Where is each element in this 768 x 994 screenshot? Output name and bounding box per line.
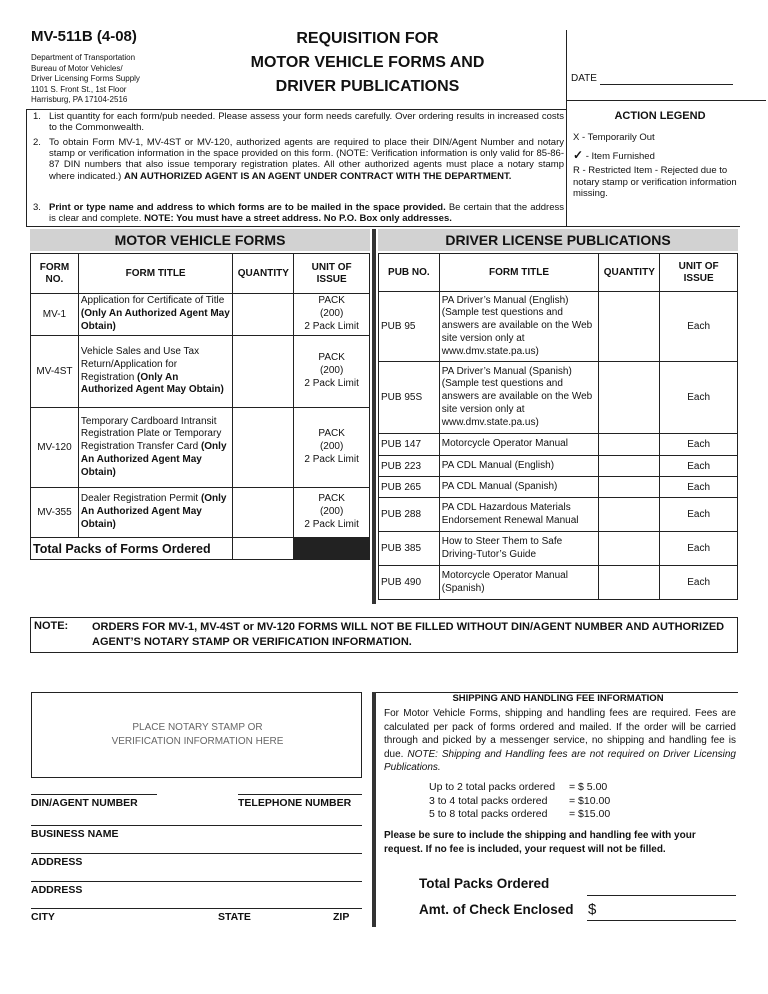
table-header-row [379, 254, 738, 292]
notary-stamp-area[interactable] [31, 692, 362, 778]
column-divider [372, 229, 376, 604]
dept-line: Driver Licensing Forms Supply [31, 74, 140, 83]
shipping-title: SHIPPING AND HANDLING FEE INFORMATION [452, 693, 664, 704]
pub-no: PUB 95S [379, 362, 440, 434]
unit-of-issue: Each [660, 292, 738, 362]
fee-label: 3 to 4 total packs ordered [429, 794, 548, 807]
page-title [230, 27, 505, 99]
total-packs-input[interactable] [233, 538, 294, 560]
pub-no: PUB 95 [379, 292, 440, 362]
quantity-cell-pub-265[interactable] [599, 477, 660, 498]
unit-line: 2 Pack Limit [304, 453, 359, 465]
fee-amount: = $15.00 [569, 808, 611, 820]
quantity-cell-mv-4st[interactable] [233, 336, 294, 408]
table-row [379, 434, 738, 456]
form-title-text: Temporary Cardboard Intransit Registration Plate or Temporary Registration Transfer Card [80, 415, 222, 453]
fee-schedule [429, 781, 610, 822]
table-row [31, 408, 370, 488]
shipping-note: NOTE: Shipping and Handling fees are not required on Driver Licensing Publications. [384, 748, 736, 773]
unit-line: PACK [318, 428, 345, 440]
fee-label: 5 to 8 total packs ordered [429, 808, 548, 820]
business-name-field[interactable] [31, 825, 362, 826]
note-label: NOTE: [34, 620, 69, 632]
pub-no: PUB 288 [379, 498, 440, 532]
dollar-sign: $ [588, 901, 597, 918]
restriction-text: (Only An Authorized Agent May Obtain) [80, 371, 224, 396]
form-title-text: Dealer Registration Permit [80, 493, 199, 505]
dl-publications-table [378, 253, 738, 600]
city-state-zip-field[interactable] [31, 908, 362, 909]
pub-title: Motorcycle Operator Manual [439, 434, 599, 456]
address-field-2[interactable] [31, 881, 362, 882]
quantity-cell-mv-355[interactable] [233, 488, 294, 538]
instruction-num: 1. [33, 111, 41, 122]
total-blackout [294, 538, 370, 560]
shipping-text [384, 707, 736, 775]
quantity-cell-pub-288[interactable] [599, 498, 660, 532]
legend-title: ACTION LEGEND [614, 110, 706, 122]
pub-title: PA CDL Manual (Spanish) [439, 477, 599, 498]
col-header-form-title: FORM TITLE [439, 254, 599, 292]
fee-label: Up to 2 total packs ordered [429, 781, 556, 793]
instruction-num: 3. [33, 202, 41, 213]
instruction-3-note: NOTE: You must have a street address. No P.O. Box only addresses. [144, 213, 452, 225]
shipping-divider [372, 692, 376, 927]
unit-of-issue: Each [660, 498, 738, 532]
unit-of-issue: Each [660, 532, 738, 566]
unit-line: PACK [318, 295, 345, 307]
state-label: STATE [218, 911, 251, 923]
legend-top-rule [566, 100, 766, 101]
din-agent-field[interactable] [31, 794, 157, 795]
header-divider [566, 30, 567, 227]
mv-section-title: MOTOR VEHICLE FORMS [30, 229, 370, 251]
dept-line: 1101 S. Front St., 1st Floor [31, 84, 127, 94]
unit-of-issue: Each [660, 456, 738, 477]
table-row [379, 498, 738, 532]
address-field-1[interactable] [31, 853, 362, 854]
unit-of-issue [294, 408, 370, 488]
quantity-cell-pub-223[interactable] [599, 456, 660, 477]
pub-title: How to Steer Them to Safe Driving-Tutor’s Guide [439, 532, 599, 566]
table-row [31, 294, 370, 336]
unit-of-issue [294, 488, 370, 538]
restriction-text: (Only An Authorized Agent May Obtain) [80, 308, 230, 332]
form-no: MV-355 [31, 488, 79, 538]
address-label-2: ADDRESS [31, 884, 83, 896]
check-amount-label: Amt. of Check Enclosed [419, 902, 574, 917]
instruction-2 [49, 137, 564, 182]
pub-title: PA Driver’s Manual (Spanish) (Sample test questions and answers are available on the Web site version only at www.dmv.state.pa.us) [439, 362, 599, 434]
dept-line: Department of Transportation [31, 53, 136, 62]
quantity-cell-mv-1[interactable] [233, 294, 294, 336]
note-text: ORDERS FOR MV-1, MV-4ST or MV-120 FORMS WILL NOT BE FILLED WITHOUT DIN/AGENT NUMBER AND AUTHORIZED AGENT’S NOTARY STAMP OR VERIFICATION INFORMATION. [92, 621, 725, 648]
pub-no: PUB 223 [379, 456, 440, 477]
instruction-3-bold: Print or type name and address to which forms are to be mailed in the space provided. [49, 202, 446, 213]
form-no: MV-1 [31, 294, 79, 336]
form-title-text: Vehicle Sales and Use Tax Return/Application for Registration [80, 345, 200, 383]
din-agent-label: DIN/AGENT NUMBER [31, 797, 138, 809]
quantity-cell-pub-147[interactable] [599, 434, 660, 456]
department-address [31, 53, 140, 106]
unit-line: (200) [319, 365, 344, 377]
pub-title: PA Driver’s Manual (English) (Sample test questions and answers are available on the Web site version only at www.dmv.state.pa.us) [439, 292, 599, 362]
notary-line: PLACE NOTARY STAMP OR [132, 722, 263, 733]
col-header-pub-no: PUB NO. [379, 254, 440, 292]
legend-check [573, 148, 655, 162]
unit-of-issue: Each [660, 477, 738, 498]
legend-r: R - Restricted Item - Rejected due to notary stamp or verification information missing. [573, 165, 737, 199]
unit-line: (200) [319, 506, 344, 518]
table-header-row [31, 254, 370, 294]
unit-of-issue: Each [660, 434, 738, 456]
mv-forms-table [30, 253, 370, 560]
col-header-form-title: FORM TITLE [78, 254, 232, 294]
fee-row [429, 795, 610, 809]
pub-no: PUB 147 [379, 434, 440, 456]
quantity-cell-mv-120[interactable] [233, 408, 294, 488]
unit-of-issue: Each [660, 566, 738, 600]
table-row [379, 362, 738, 434]
col-header-unit: UNIT OF ISSUE [660, 254, 738, 292]
unit-line: PACK [318, 352, 345, 364]
form-title [78, 294, 232, 336]
form-no: MV-120 [31, 408, 79, 488]
check-amount-field[interactable] [587, 920, 736, 921]
unit-line: (200) [319, 308, 344, 320]
fee-amount: = $10.00 [569, 794, 611, 807]
notary-instructions [32, 721, 363, 749]
pub-no: PUB 490 [379, 566, 440, 600]
restriction-text: (Only An Authorized Agent May Obtain) [80, 493, 227, 530]
instruction-2-bold: AN AUTHORIZED AGENT IS AN AGENT UNDER CONTRACT WITH THE DEPARTMENT. [124, 170, 512, 182]
total-packs-ordered-label: Total Packs Ordered [419, 876, 550, 891]
table-row [379, 292, 738, 362]
notary-line: VERIFICATION INFORMATION HERE [111, 736, 284, 747]
unit-line: PACK [318, 493, 345, 505]
quantity-cell-pub-385[interactable] [599, 532, 660, 566]
fee-row [429, 781, 610, 795]
quantity-cell-pub-490[interactable] [599, 566, 660, 600]
col-header-unit: UNIT OF ISSUE [294, 254, 370, 294]
quantity-cell-pub-95[interactable] [599, 292, 660, 362]
unit-of-issue [294, 336, 370, 408]
unit-of-issue: Each [660, 362, 738, 434]
dl-section-title: DRIVER LICENSE PUBLICATIONS [378, 229, 738, 251]
fee-amount: = $ 5.00 [569, 781, 608, 793]
table-row [379, 456, 738, 477]
total-row [31, 538, 370, 560]
pub-no: PUB 265 [379, 477, 440, 498]
check-icon: ✓ [573, 148, 584, 162]
shipping-warning: Please be sure to include the shipping and handling fee with your request. If no fee is included, your request will not be filled. [384, 830, 696, 855]
title-line: REQUISITION FOR [296, 30, 439, 47]
form-title-text: Application for Certificate of Title [80, 295, 225, 307]
pub-title: Motorcycle Operator Manual (Spanish) [439, 566, 599, 600]
pub-no: PUB 385 [379, 532, 440, 566]
unit-line: (200) [319, 441, 344, 453]
form-title [78, 488, 232, 538]
form-title [78, 408, 232, 488]
address-label-1: ADDRESS [31, 856, 83, 868]
unit-line: 2 Pack Limit [304, 377, 359, 389]
telephone-label: TELEPHONE NUMBER [238, 797, 352, 809]
note-box [30, 617, 738, 653]
legend-x: X - Temporarily Out [573, 132, 655, 143]
section-rule [26, 226, 740, 227]
total-packs-ordered-field[interactable] [587, 895, 736, 896]
dept-line: Harrisburg, PA 17104-2516 [31, 95, 128, 104]
instruction-1: List quantity for each form/pub needed. Please assess your form needs carefully. Over ordering results in increased costs to the Commonwealth. [49, 111, 564, 134]
table-row [31, 336, 370, 408]
telephone-field[interactable] [238, 794, 362, 795]
col-header-form-no: FORM NO. [31, 254, 79, 294]
instruction-3-text: Be certain that the address is clear and complete. [49, 202, 565, 225]
form-id: MV-511B (4-08) [31, 28, 137, 45]
title-line: DRIVER PUBLICATIONS [275, 78, 460, 95]
unit-of-issue [294, 294, 370, 336]
zip-label: ZIP [333, 911, 350, 923]
legend-check-text: - Item Furnished [585, 151, 655, 162]
table-row [379, 566, 738, 600]
col-header-quantity: QUANTITY [599, 254, 660, 292]
form-title [78, 336, 232, 408]
city-label: CITY [31, 911, 55, 923]
restriction-text: (Only An Authorized Agent May Obtain) [80, 441, 227, 478]
shipping-body: For Motor Vehicle Forms, shipping and handling fees are required. Fees are calculated per pack of forms ordered and mailed. If the order will be carried through and picked by a messenger service, no shipping and handling fee is due. [384, 708, 736, 760]
col-header-quantity: QUANTITY [233, 254, 294, 294]
fee-row [429, 808, 610, 822]
date-label: DATE [571, 73, 597, 84]
table-row [379, 477, 738, 498]
unit-line: 2 Pack Limit [304, 320, 359, 332]
table-row [31, 488, 370, 538]
form-no: MV-4ST [31, 336, 79, 408]
instruction-num: 2. [33, 137, 41, 148]
dept-line: Bureau of Motor Vehicles/ [31, 63, 123, 73]
date-field[interactable] [600, 84, 733, 85]
business-name-label: BUSINESS NAME [31, 828, 119, 840]
pub-title: PA CDL Manual (English) [439, 456, 599, 477]
quantity-cell-pub-95s[interactable] [599, 362, 660, 434]
instruction-3 [49, 202, 564, 224]
pub-title: PA CDL Hazardous Materials Endorsement Renewal Manual [439, 498, 599, 532]
instruction-2-text: To obtain Form MV-1, MV-4ST or MV-120, authorized agents are required to place their DIN/Agent Number and notary stamp or verification information in the space provided on this form. (NOTE: Verification information is only valid for 85-86-87 DIN numbers that also issue temporary registration plates. All other authorized agents must place a notary stamp where indicated.) [49, 137, 564, 182]
total-packs-label: Total Packs of Forms Ordered [31, 538, 233, 560]
title-line: MOTOR VEHICLE FORMS AND [250, 54, 485, 71]
unit-line: 2 Pack Limit [304, 518, 359, 530]
table-row [379, 532, 738, 566]
